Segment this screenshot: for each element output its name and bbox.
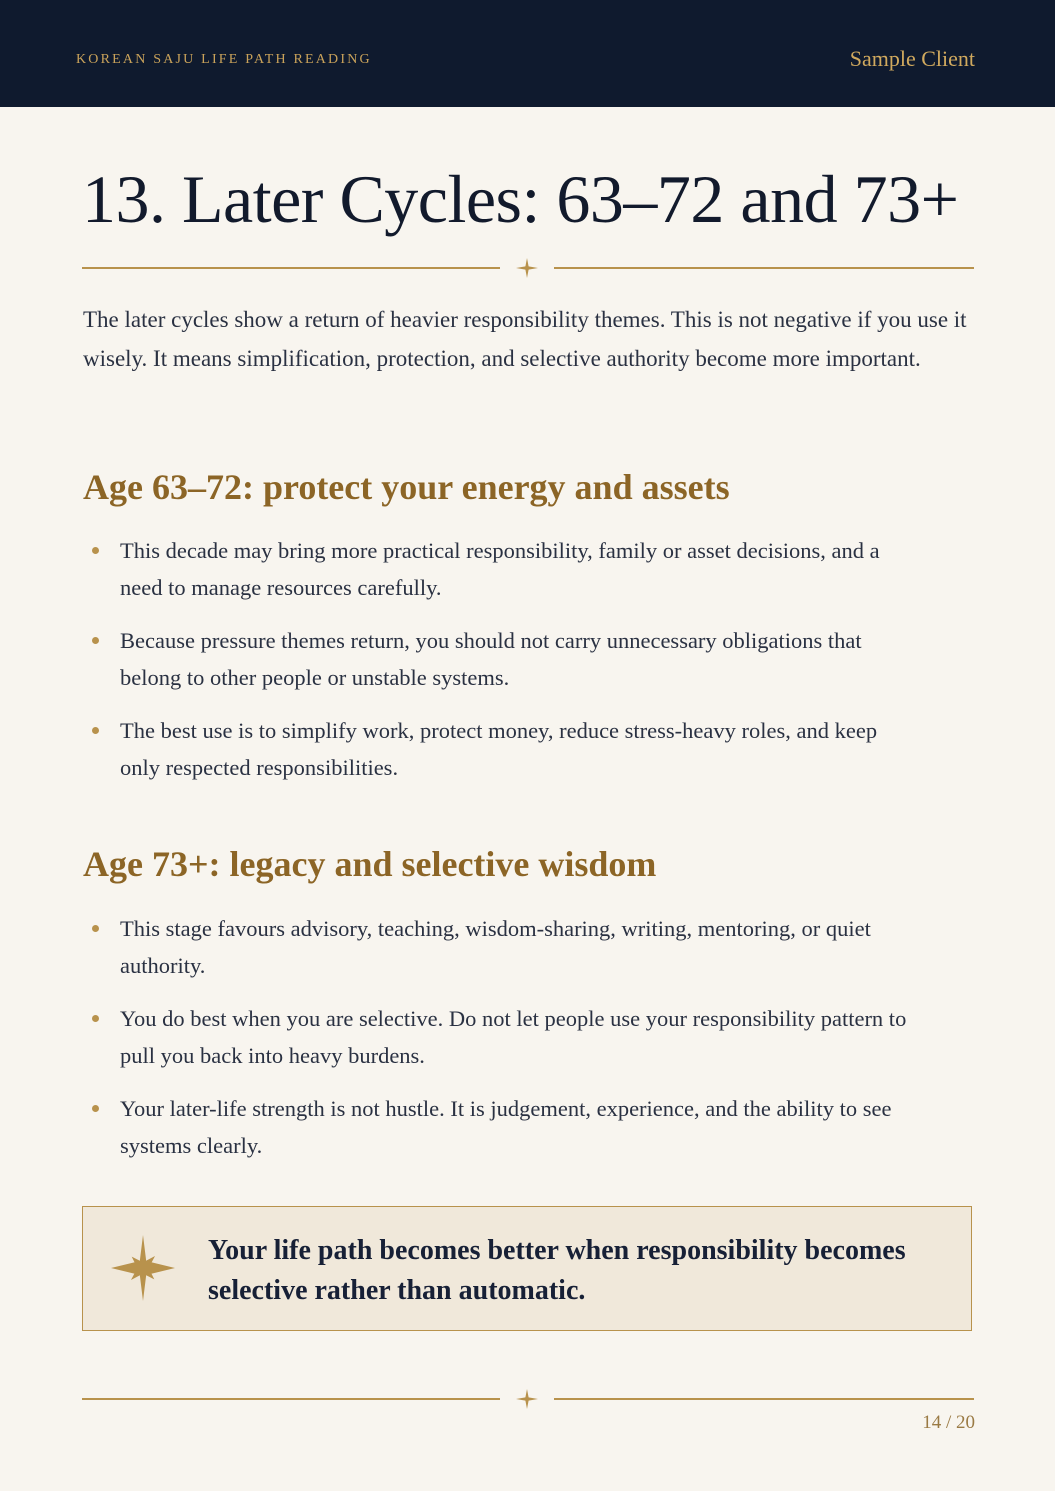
divider-line-left: [82, 267, 500, 269]
list-item-text: You do best when you are selective. Do not let people use your responsibility pattern to pull you back into heavy burdens.: [120, 1006, 907, 1068]
page-number: 14 / 20: [922, 1412, 975, 1433]
sparkle-icon: [516, 258, 538, 278]
divider-line-right: [554, 267, 974, 269]
list-item-text: Your later-life strength is not hustle. It is judgement, experience, and the ability to see systems clearly.: [120, 1096, 892, 1158]
list-item: [83, 712, 913, 786]
star-icon: [111, 1235, 175, 1301]
callout-text: Your life path becomes better when responsibility becomes selective rather than automatic.: [208, 1235, 906, 1306]
client-name: Sample Client: [849, 46, 975, 71]
bullet-dot-icon: [92, 637, 99, 644]
bullet-dot-icon: [92, 1105, 99, 1112]
sparkle-icon: [516, 1389, 538, 1409]
list-item-text: This decade may bring more practical responsibility, family or asset decisions, and a need to manage resources carefully.: [120, 538, 880, 600]
list-item-text: The best use is to simplify work, protect money, reduce stress-heavy roles, and keep only respected responsibilities.: [120, 718, 878, 780]
section-heading-age-63-72: Age 63–72: protect your energy and assets: [83, 467, 730, 507]
title-divider: [82, 258, 974, 278]
divider-line-right: [554, 1398, 974, 1400]
document-series-label: KOREAN SAJU LIFE PATH READING: [76, 52, 372, 67]
footer-divider: [82, 1389, 974, 1409]
list-item: [83, 532, 913, 606]
bullet-dot-icon: [92, 547, 99, 554]
bullet-dot-icon: [92, 925, 99, 932]
list-item: [83, 622, 913, 696]
callout-box: [82, 1206, 972, 1331]
page-header: [0, 0, 1055, 107]
bullet-dot-icon: [92, 1015, 99, 1022]
list-item-text: Because pressure themes return, you should not carry unnecessary obligations that belong to other people or unstable systems.: [120, 628, 862, 690]
page-title: 13. Later Cycles: 63–72 and 73+: [82, 161, 959, 237]
list-item: [83, 910, 913, 984]
bullet-list-age-63-72: [83, 532, 913, 802]
list-item: [83, 1090, 913, 1164]
list-item-text: This stage favours advisory, teaching, wisdom-sharing, writing, mentoring, or quiet authority.: [120, 916, 871, 978]
bullet-dot-icon: [92, 727, 99, 734]
section-heading-age-73-plus: Age 73+: legacy and selective wisdom: [83, 844, 657, 884]
intro-paragraph: The later cycles show a return of heavier responsibility themes. This is not negative if you use it wisely. It means simplification, protection, and selective authority become more important.: [83, 307, 967, 371]
list-item: [83, 1000, 913, 1074]
bullet-list-age-73-plus: [83, 910, 913, 1180]
divider-line-left: [82, 1398, 500, 1400]
